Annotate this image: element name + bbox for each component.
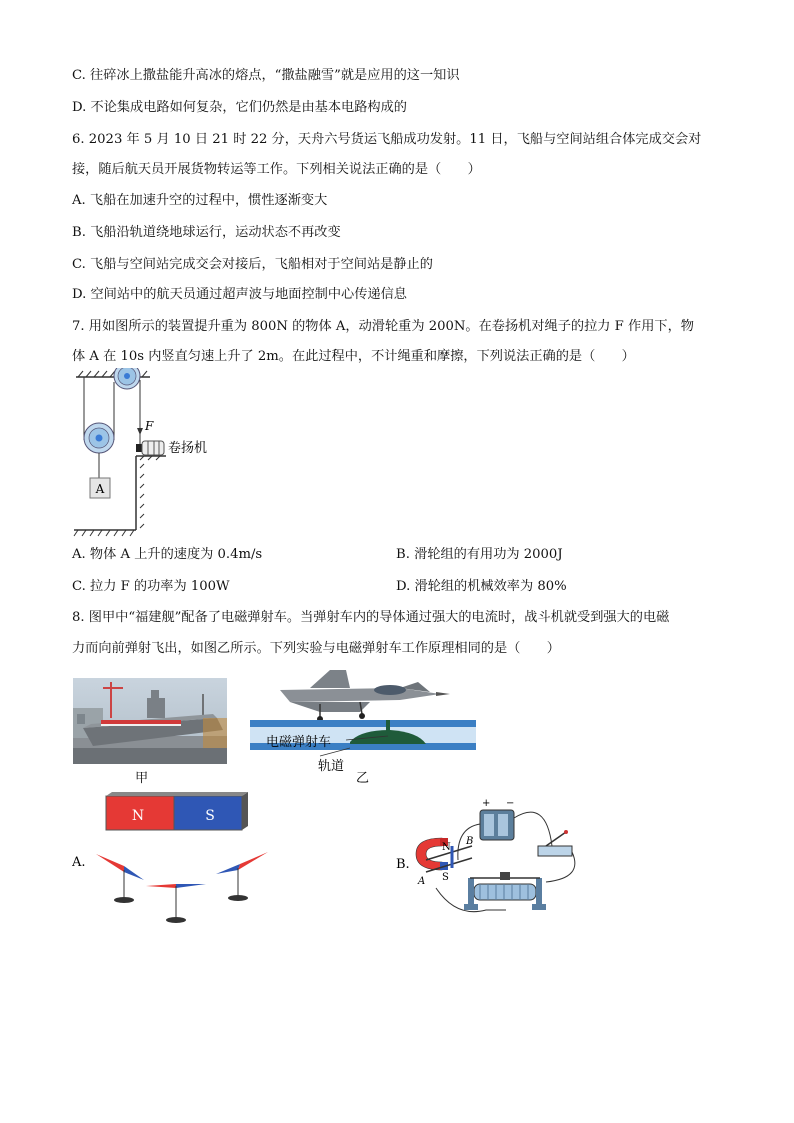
battery-plus: + <box>482 798 491 809</box>
option-a-letter: A. <box>72 855 86 870</box>
launcher-label: 电磁弹射车 <box>266 735 332 750</box>
launcher-diagram <box>250 664 480 784</box>
q6-stem-line1: 6. 2023 年 5 月 10 日 21 时 22 分，天舟六号货运飞船成功发射。11 日，飞船与空间站组合体完成交会对 <box>72 132 702 147</box>
magnet-s-label: S <box>205 808 215 824</box>
battery-minus: − <box>506 798 515 809</box>
force-label: F <box>145 419 154 433</box>
horseshoe-n-label: N <box>442 842 451 853</box>
compass-needle-left <box>96 854 144 903</box>
label-yi: 乙 <box>356 771 370 784</box>
pulley-figure <box>70 368 230 538</box>
compass-needle-middle <box>146 884 206 923</box>
winch-label: 卷扬机 <box>168 441 208 456</box>
q8-stem-line2: 力而向前弹射飞出，如图乙所示。下列实验与电磁弹射车工作原理相同的是（ ） <box>72 641 560 656</box>
q6-option-b: B. 飞船沿轨道绕地球运行，运动状态不再改变 <box>72 225 341 240</box>
q7-option-c: C. 拉力 F 的功率为 100W <box>72 579 230 594</box>
rheostat <box>464 872 546 910</box>
q5-option-c: C. 往碎冰上撒盐能升高冰的熔点，“撒盐融雪”就是应用的这一知识 <box>72 68 460 83</box>
q7-stem-line1: 7. 用如图所示的装置提升重为 800N 的物体 A，动滑轮重为 200N。在卷扬机对绳子的拉力 F 作用下，物 <box>72 319 694 334</box>
rail-label-a: A <box>418 876 426 887</box>
fighter-jet <box>280 670 450 722</box>
q5-option-d: D. 不论集成电路如何复杂，它们仍然是由基本电路构成的 <box>72 100 407 115</box>
option-b-letter: B. <box>396 857 410 872</box>
q6-option-d: D. 空间站中的航天员通过超声波与地面控制中心传递信息 <box>72 287 407 302</box>
q8-stem-line1: 8. 图甲中“福建舰”配备了电磁弹射车。当弹射车内的导体通过强大的电流时，战斗机就受到强大的电磁 <box>72 610 670 625</box>
carrier-photo <box>73 678 227 764</box>
q6-option-c: C. 飞船与空间站完成交会对接后，飞船相对于空间站是静止的 <box>72 257 433 272</box>
label-jia: 甲 <box>135 771 149 786</box>
q7-option-b: B. 滑轮组的有用功为 2000J <box>396 547 563 562</box>
q6-stem-line2: 接，随后航天员开展货物转运等工作。下列相关说法正确的是（ ） <box>72 162 481 177</box>
option-a-figure <box>72 792 282 932</box>
switch <box>538 830 572 856</box>
q6-option-a: A. 飞船在加速升空的过程中，惯性逐渐变大 <box>72 193 328 208</box>
block-a-label: A <box>95 482 105 496</box>
q7-option-d: D. 滑轮组的机械效率为 80% <box>396 579 567 594</box>
q7-stem-line2: 体 A 在 10s 内竖直匀速上升了 2m。在此过程中，不计绳重和摩擦，下列说法正确的是（ ） <box>72 349 635 364</box>
magnet-n-label: N <box>131 808 145 824</box>
track-label: 轨道 <box>318 759 345 774</box>
compass-needle-right <box>216 852 268 901</box>
rail-label-b: B <box>466 836 474 847</box>
battery <box>480 798 514 840</box>
horseshoe-s-label: S <box>442 872 449 883</box>
option-b-figure <box>396 798 586 922</box>
q7-option-a: A. 物体 A 上升的速度为 0.4m/s <box>72 547 263 562</box>
